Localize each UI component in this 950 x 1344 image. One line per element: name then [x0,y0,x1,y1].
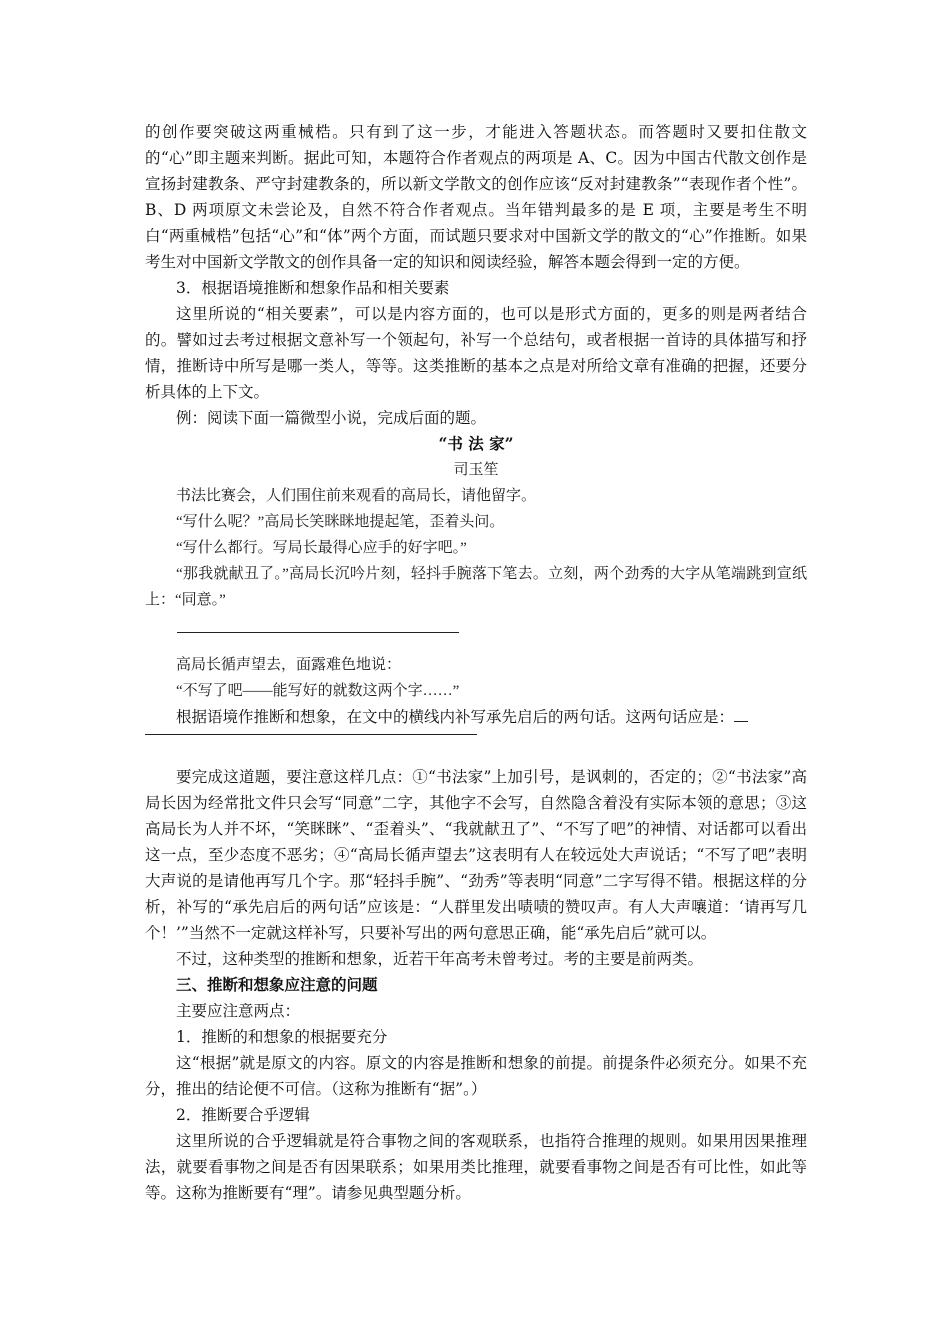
section3-heading: 3．根据语境推断和想象作品和相关要素 [176,279,450,297]
story-line: “不写了吧——能写好的就数这两个字……” [176,683,460,699]
story-line: 书法比赛会，人们围住前来观看的高局长，请他留字。 [176,488,537,504]
story-line: 高局长循声望去，面露难色地说： [176,657,402,673]
question-text: 根据语境作推断和想象，在文中的横线内补写承先启后的两句话。这两句话应是： [176,708,735,726]
point2-heading: 2．推断要合乎逻辑 [176,1106,310,1124]
section-three-intro: 主要应注意两点： [176,1002,301,1020]
note: 不过，这种类型的推断和想象，近若干年高考未曾考过。考的主要是前两类。 [176,950,704,968]
example-intro: 例：阅读下面一篇微型小说，完成后面的题。 [176,409,487,427]
section-three-title: 三、推断和想象应注意的问题 [176,975,378,994]
fill-in-blank-line [145,613,807,639]
point1-body: 这“根据”就是原文的内容。原文的内容是推断和想象的前提。前提条件必须充分。如果不充分，推出的结论便不可信。（这称为推断有“据”。） [145,1054,807,1098]
point2-body: 这里所说的合乎逻辑就是符合事物之间的客观联系，也指符合推理的规则。如果用因果推理法，就要看事物之间是否有因果联系；如果用类比推理，就要看事物之间是否有可比性，如此等等。这称为推断要有“理”。请参见典型题分析。 [145,1132,807,1202]
analysis: 要完成这道题，要注意这样几点：①“书法家”上加引号，是讽刺的，否定的；②“书法家”高局长因为经常批文件只会写“同意”二字，其他字不会写，自然隐含着没有实际本领的意思；③这高局长为人并不坏，“笑眯眯”、“歪着头”、“我就献丑了”、“不写了吧”的神情、对话都可以看出这一点，至少态度不恶劣；④“高局长循声望去”这表明有人在较远处大声说话；“不写了吧”表明大声说的是请他再写几个字。那“轻抖手腕”、“劲秀”等表明“同意”二字写得不错。根据这样的分析，补写的“承先启后的两句话”应该是：“人群里发出啧啧的赞叹声。有人大声嚷道：‘请再写几个！’”当然不一定就这样补写，只要补写出的两句意思正确，能“承先启后”就可以。 [145,768,807,942]
section3-body: 这里所说的“相关要素”，可以是内容方面的，也可以是形式方面的，更多的则是两者结合的。譬如过去考过根据文意补写一个领起句，补写一个总结句，或者根据一首诗的具体描写和抒情，推断诗中所写是哪一类人，等等。这类推断的基本之点是对所给文章有准确的把握，还要分析具体的上下文。 [145,305,807,401]
point1-heading: 1．推断的和想象的根据要充分 [176,1028,388,1046]
story-line: “写什么都行。写局长最得心应手的好字吧。” [176,540,467,556]
paragraph-top: 的创作要突破这两重械梏。只有到了这一步，才能进入答题状态。而答题时又要扣住散文的“心”即主题来判断。据此可知，本题符合作者观点的两项是 A、C。因为中国古代散文创作是宣扬封建教条、严守封建教条的，所以新文学散文的创作应该“反对封建教条”“表现作者个性”。B、D 两项原文未尝论及，自然不符合作者观点。当年错判最多的是 E 项，主要是考生不明白“两重械梏”包括“心”和“体”两个方面，而试题只要求对中国新文学的散文的“心”作推断。如果考生对中国新文学散文的创作具备一定的知识和阅读经验，解答本题会得到一定的方便。 [145,123,807,271]
answer-blank-start [734,707,748,722]
story-line: “写什么呢？”高局长笑眯眯地提起笔，歪着头问。 [176,514,505,530]
story-line: “那我就献丑了。”高局长沉吟片刻，轻抖手腕落下笔去。立刻，两个劲秀的大字从笔端跳到宣纸上：“同意。” [145,566,807,608]
document-page [145,119,807,1206]
answer-blank-line [145,730,807,756]
story-title: “书 法 家” [438,434,514,453]
story-author: 司玉笙 [453,462,499,478]
question [145,704,807,730]
